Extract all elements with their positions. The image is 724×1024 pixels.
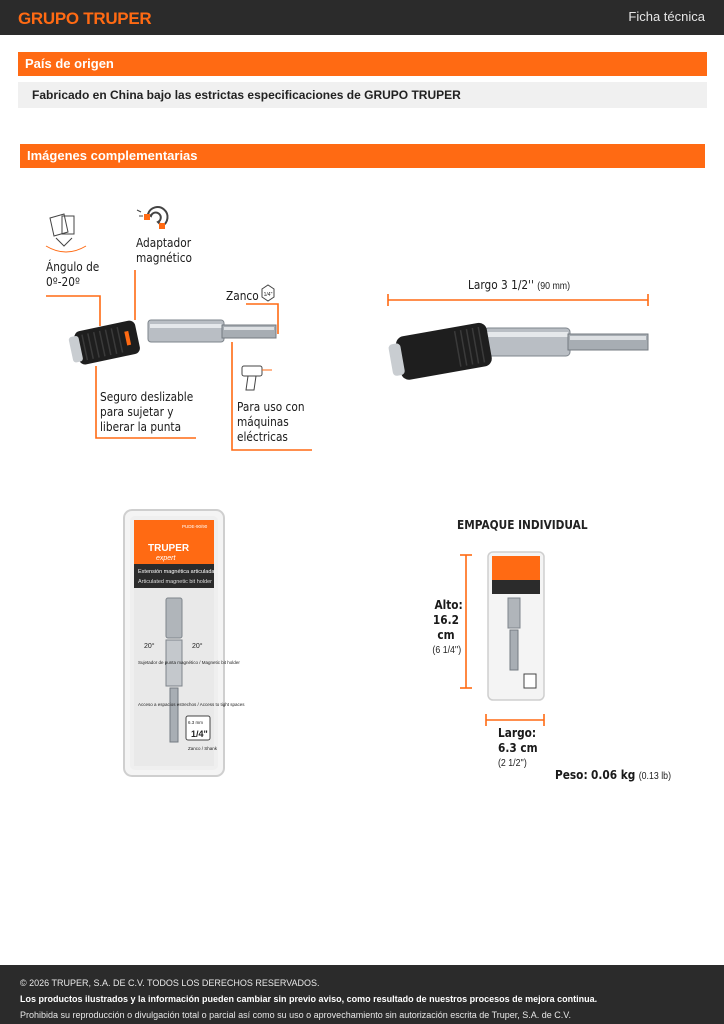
package-size-in: 1/4" — [191, 729, 208, 739]
section-title-images: Imágenes complementarias — [20, 144, 705, 168]
package-angle-right: 20° — [192, 643, 203, 650]
feature-power-tools-line2: máquinas — [237, 415, 289, 429]
length-metric: (90 mm) — [537, 281, 571, 292]
bit-holder-image-1 — [67, 319, 276, 366]
feature-magnetic-label — [136, 236, 192, 266]
package-small-image — [488, 552, 544, 700]
angle-icon — [46, 214, 86, 252]
brand-logo: GRUPO TRUPER — [18, 9, 152, 28]
footer-prohibited: Prohibida su reproducción o divulgación total o parcial así como su uso o aprovechamiento sin autorización escrita de Truper, S.A. de C.V. — [20, 1010, 571, 1020]
weight-lb: (0.13 lb) — [638, 771, 672, 782]
packaging-height — [431, 598, 466, 658]
feature-slide-lock-line2: para sujetar y — [100, 405, 174, 419]
footer-notice: Los productos ilustrados y la información pueden cambiar sin previo aviso, como resultado de nuestros procesos de mejora continua. — [20, 994, 598, 1004]
weight-label: Peso: — [555, 768, 588, 782]
footer — [0, 965, 724, 1024]
package-brand-sub: expert — [156, 555, 176, 562]
feature-angle-line2: 0º-20º — [46, 275, 80, 289]
shank-badge-text: 1/4" — [263, 292, 273, 298]
feature-power-tools-line3: eléctricas — [237, 430, 288, 444]
magnet-icon — [137, 207, 168, 229]
length-dimension — [388, 294, 648, 306]
height-cm: 16.2 cm — [432, 613, 459, 642]
feature-slide-lock-line1: Seguro deslizable — [100, 390, 194, 404]
package-name-es: Extensión magnética articulada — [138, 569, 215, 575]
package-shank: Zanco / Shank — [188, 746, 218, 751]
length-value: Largo 3 1/2'' — [468, 278, 534, 292]
shank-hex-icon — [262, 285, 274, 301]
packaging-title: EMPAQUE INDIVIDUAL — [457, 518, 588, 532]
length-label — [468, 278, 570, 294]
width-label: Largo: — [498, 726, 537, 740]
weight-kg: 0.06 kg — [591, 768, 636, 782]
width-in: (2 1/2'') — [498, 758, 527, 769]
package-access: Acceso a espacios estrechos / Access to tight spaces — [138, 702, 245, 707]
height-label: Alto: — [434, 598, 463, 612]
package-brand: TRUPER — [148, 543, 190, 554]
section-title-origin: País de origen — [18, 52, 707, 76]
width-dimension — [486, 714, 544, 726]
drill-icon — [242, 366, 272, 390]
footer-copyright: © 2026 TRUPER, S.A. DE C.V. TODOS LOS DERECHOS RESERVADOS. — [20, 978, 320, 988]
package-code: PUDE-90/90 — [182, 524, 208, 529]
feature-slide-lock-label — [100, 390, 193, 435]
bit-holder-image-2 — [387, 322, 648, 383]
feature-power-tools-line1: Para uso con — [237, 400, 305, 414]
feature-shank-label: Zanco — [226, 289, 259, 303]
package-magnetic: Sujetador de punta magnético / Magnetic bit holder — [138, 660, 240, 665]
origin-text: Fabricado en China bajo las estrictas especificaciones de GRUPO TRUPER — [18, 82, 707, 108]
feature-power-tools-label — [237, 400, 305, 445]
document-type: Ficha técnica — [628, 9, 705, 24]
package-name-en: Articulated magnetic bit holder — [138, 579, 212, 585]
package-angle-left: 20° — [144, 643, 155, 650]
package-size-mm: 6.3 mm — [188, 720, 204, 725]
feature-angle-label — [46, 260, 99, 290]
feature-magnetic-line2: magnético — [136, 251, 193, 265]
packaging-width — [498, 726, 538, 771]
feature-angle-line1: Ángulo de — [46, 260, 100, 274]
feature-slide-lock-line3: liberar la punta — [100, 420, 182, 434]
height-in: (6 1/4'') — [432, 645, 462, 656]
packaging-weight — [555, 768, 671, 784]
feature-magnetic-line1: Adaptador — [136, 236, 192, 250]
width-cm: 6.3 cm — [498, 741, 538, 755]
